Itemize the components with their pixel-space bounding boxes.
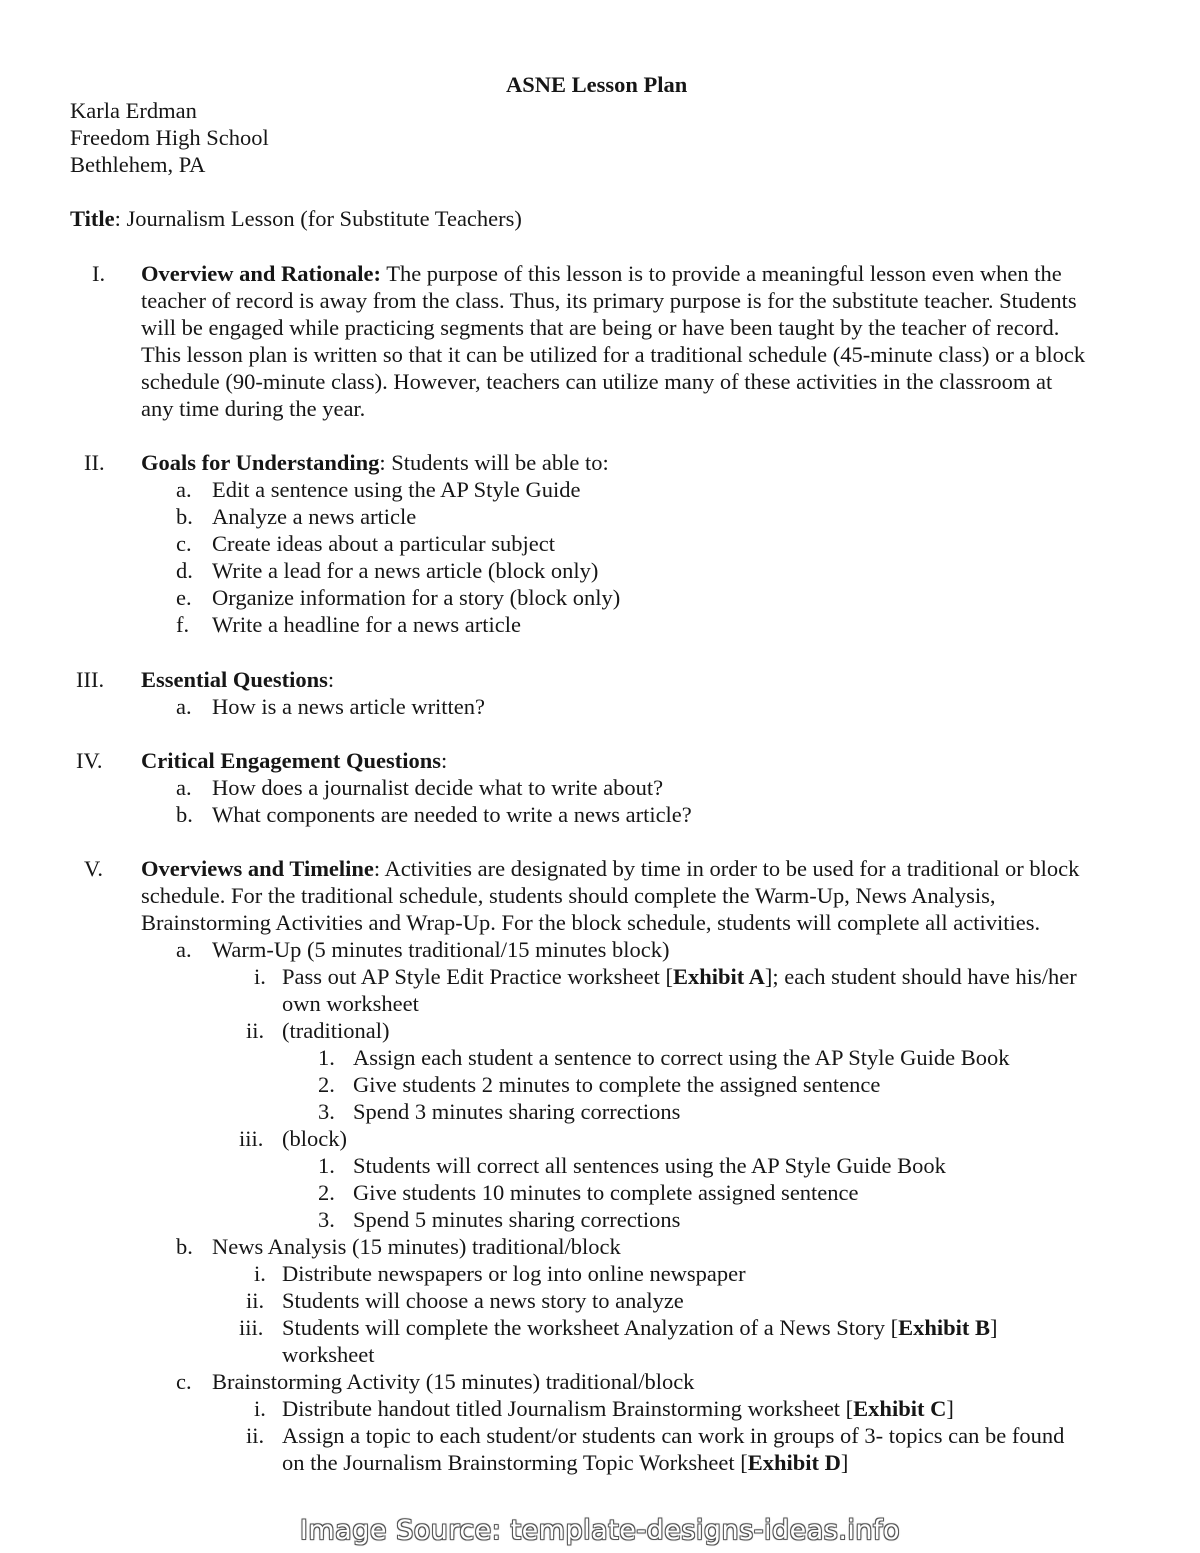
item-text: ] — [990, 1315, 998, 1340]
exhibit-ref: Exhibit C — [853, 1396, 947, 1421]
list-marker: ii. — [246, 1423, 265, 1448]
list-item: Students will choose a news story to analyze — [282, 1288, 684, 1313]
list-item: Spend 5 minutes sharing corrections — [353, 1207, 681, 1232]
list-marker: i. — [254, 1261, 266, 1286]
list-item: How is a news article written? — [212, 694, 486, 719]
section-timeline-line — [141, 855, 1079, 882]
item-text: Distribute handout titled Journalism Brainstorming worksheet [ — [282, 1396, 854, 1421]
list-item: Analyze a news article — [212, 504, 417, 529]
list-marker: a. — [176, 775, 192, 800]
section-heading: Overviews and Timeline — [141, 856, 374, 881]
list-marker: i. — [254, 964, 266, 989]
list-item: Assign each student a sentence to correct using the AP Style Guide Book — [353, 1045, 1010, 1070]
list-marker: i. — [254, 1396, 266, 1421]
list-marker: 2. — [318, 1072, 335, 1097]
list-marker: a. — [176, 694, 192, 719]
list-marker: b. — [176, 1234, 193, 1259]
paragraph-line: any time during the year. — [141, 396, 366, 421]
image-source-watermark: Image Source: template-designs-ideas.info — [299, 1515, 901, 1546]
list-item: Assign a topic to each student/or students can work in groups of 3- topics can be found — [282, 1423, 1065, 1448]
list-marker: 3. — [318, 1099, 335, 1124]
exhibit-ref: Exhibit D — [747, 1450, 841, 1475]
lesson-title-label: Title — [70, 206, 115, 231]
list-item-continuation: worksheet — [282, 1342, 375, 1367]
item-text: ] — [946, 1396, 954, 1421]
lesson-title-line — [70, 205, 522, 232]
list-item-continuation: own worksheet — [282, 991, 419, 1016]
list-item: Edit a sentence using the AP Style Guide — [212, 477, 581, 502]
section-heading: Overview and Rationale: — [141, 261, 381, 286]
exhibit-ref: Exhibit A — [673, 964, 765, 989]
section-goals-line — [141, 449, 609, 476]
item-text: Students will complete the worksheet Analyzation of a News Story [ — [282, 1315, 899, 1340]
list-marker: ii. — [246, 1018, 265, 1043]
paragraph-line: will be engaged while practicing segments that are being or have been taught by the teacher of record. — [141, 315, 1060, 340]
list-item: Write a headline for a news article — [212, 612, 521, 637]
heading-rest: : — [327, 667, 335, 692]
section-heading: Goals for Understanding — [141, 450, 380, 475]
paragraph-line: schedule (90-minute class). However, teachers can utilize many of these activities in the classroom at — [141, 369, 1053, 394]
section-numeral: III. — [76, 667, 105, 692]
school-name: Freedom High School — [70, 125, 269, 150]
list-item: Warm-Up (5 minutes traditional/15 minutes block) — [212, 937, 670, 962]
paragraph-line: schedule. For the traditional schedule, students should complete the Warm-Up, News Analysis, — [141, 883, 996, 908]
section-numeral: V. — [84, 856, 103, 881]
list-item: News Analysis (15 minutes) traditional/block — [212, 1234, 621, 1259]
paragraph-line: This lesson plan is written so that it can be utilized for a traditional schedule (45-minute class) or a block — [141, 342, 1086, 367]
item-text: ] — [840, 1450, 849, 1475]
list-item: How does a journalist decide what to write about? — [212, 775, 664, 800]
list-item: Distribute newspapers or log into online newspaper — [282, 1261, 746, 1286]
list-item — [282, 1395, 954, 1422]
list-item: Give students 2 minutes to complete the assigned sentence — [353, 1072, 881, 1097]
list-marker: a. — [176, 937, 192, 962]
list-item: Students will correct all sentences using the AP Style Guide Book — [353, 1153, 946, 1178]
section-essential-line — [141, 666, 334, 693]
item-text: Pass out AP Style Edit Practice worksheet [ — [282, 964, 673, 989]
item-text: on the Journalism Brainstorming Topic Worksheet [ — [282, 1450, 748, 1475]
item-text: ]; each student should have his/her — [764, 964, 1077, 989]
list-marker: e. — [176, 585, 192, 610]
list-marker: iii. — [239, 1126, 264, 1151]
list-marker: b. — [176, 504, 193, 529]
heading-rest: : — [440, 748, 448, 773]
list-item: (block) — [282, 1126, 347, 1151]
author-name: Karla Erdman — [70, 98, 197, 123]
list-marker: f. — [176, 612, 190, 637]
list-item: Create ideas about a particular subject — [212, 531, 555, 556]
section-critical-line — [141, 747, 447, 774]
list-item: Spend 3 minutes sharing corrections — [353, 1099, 681, 1124]
list-item: Write a lead for a news article (block only) — [212, 558, 599, 583]
list-item: Organize information for a story (block only) — [212, 585, 621, 610]
list-marker: b. — [176, 802, 193, 827]
section-numeral: II. — [84, 450, 105, 475]
paragraph-line: teacher of record is away from the class. Thus, its primary purpose is for the substitute teacher. Students — [141, 288, 1077, 313]
list-marker: ii. — [246, 1288, 265, 1313]
list-marker: iii. — [239, 1315, 264, 1340]
list-marker: d. — [176, 558, 193, 583]
list-item: Give students 10 minutes to complete assigned sentence — [353, 1180, 859, 1205]
section-numeral: IV. — [76, 748, 103, 773]
section-heading: Critical Engagement Questions — [141, 748, 441, 773]
list-item: What components are needed to write a news article? — [212, 802, 692, 827]
section-heading: Essential Questions — [141, 667, 328, 692]
paragraph-line: Brainstorming Activities and Wrap-Up. For the block schedule, students will complete all activities. — [141, 910, 1041, 935]
document-title: ASNE Lesson Plan — [506, 72, 688, 97]
list-item — [282, 1314, 998, 1341]
section-overview-line — [141, 260, 1062, 287]
paragraph-line: The purpose of this lesson is to provide a meaningful lesson even when the — [380, 261, 1062, 286]
list-item: Brainstorming Activity (15 minutes) traditional/block — [212, 1369, 695, 1394]
list-marker: 2. — [318, 1180, 335, 1205]
section-numeral: I. — [92, 261, 106, 286]
list-item-continuation — [282, 1449, 848, 1476]
list-marker: c. — [176, 531, 192, 556]
list-marker: 1. — [318, 1153, 335, 1178]
paragraph-line: : Activities are designated by time in order to be used for a traditional or block — [373, 856, 1080, 881]
list-marker: a. — [176, 477, 192, 502]
lesson-title-value: : Journalism Lesson (for Substitute Teachers) — [114, 206, 522, 231]
list-marker: 3. — [318, 1207, 335, 1232]
exhibit-ref: Exhibit B — [898, 1315, 991, 1340]
school-location: Bethlehem, PA — [70, 152, 206, 177]
heading-rest: : Students will be able to: — [379, 450, 609, 475]
list-item: (traditional) — [282, 1018, 390, 1043]
list-marker: 1. — [318, 1045, 335, 1070]
list-item — [282, 963, 1077, 990]
list-marker: c. — [176, 1369, 192, 1394]
